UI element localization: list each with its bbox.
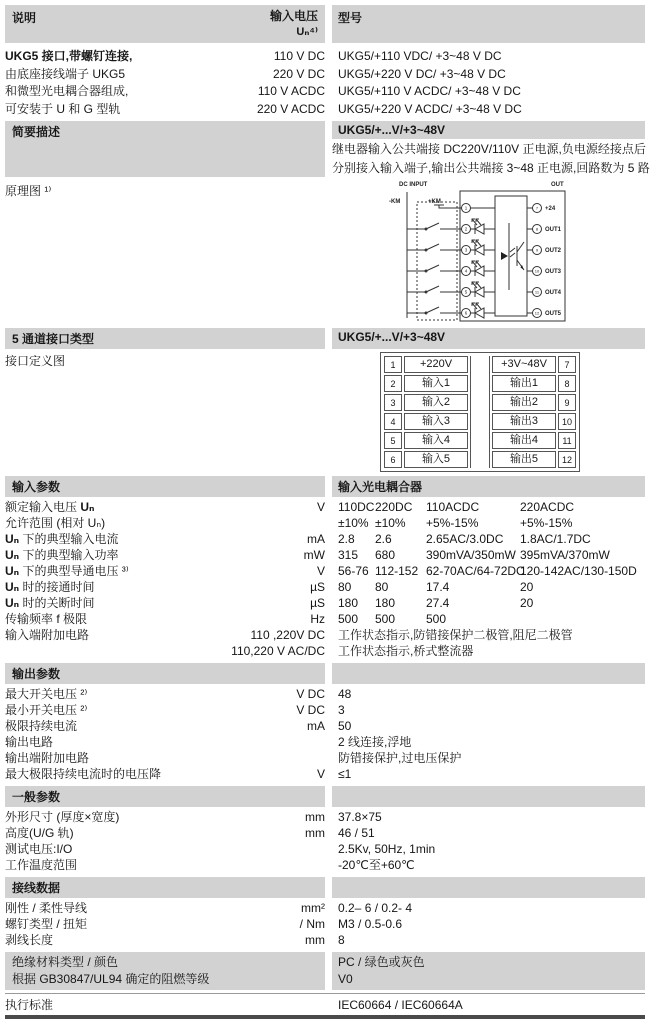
param-label: 高度(U/G 轨)	[5, 826, 74, 840]
pin-6: 6	[464, 310, 468, 316]
param-unit	[195, 750, 325, 766]
insulation-label-1: 绝缘材料类型 / 颜色	[12, 955, 119, 969]
insulation-value-1: PC / 绿色或灰色	[338, 955, 425, 969]
param-value: 0.2– 6 / 0.2- 4	[338, 901, 413, 915]
schematic-out-label: OUT	[551, 182, 564, 188]
param-label: Uₙ 时的关断时间	[5, 596, 95, 610]
input-param-row	[5, 515, 645, 531]
param-unit: mW	[303, 548, 325, 562]
pin-label-left: 输入4	[404, 432, 468, 449]
param-unit	[195, 734, 325, 750]
general-param-row	[5, 857, 645, 873]
param-value-3: 390mVA/350mW	[426, 548, 516, 562]
interface-table	[380, 352, 580, 472]
wiring-row	[5, 916, 645, 932]
param-value-1: 315	[338, 548, 359, 562]
param-value-4: 20	[520, 580, 534, 594]
brief-section	[5, 121, 650, 177]
model-row	[5, 48, 645, 66]
param-label: Uₙ 下的典型导通电压 ³⁾	[5, 564, 129, 578]
param-value: 防错接保护,过电压保护	[338, 751, 462, 765]
param-values	[332, 531, 645, 547]
param-unit: mA	[307, 719, 325, 733]
param-value-4: 120-142AC/130-150D	[520, 564, 637, 578]
pin-2: 2	[464, 226, 468, 232]
brief-model-header: UKG5/+...V/+3~48V	[332, 121, 645, 139]
pin-label-right: 输出5	[492, 451, 556, 468]
schematic-diagram	[387, 178, 627, 324]
output-params-band-right	[332, 663, 645, 684]
pin-label-right: 输出1	[492, 375, 556, 392]
param-label: 测试电压:I/O	[5, 842, 73, 856]
terminal-label-out1: OUT1	[545, 227, 562, 233]
terminal-label-plus24: +24	[545, 206, 556, 212]
param-label: 传输频率 f 极限	[5, 612, 88, 626]
pin-label-right: +3V~48V	[492, 356, 556, 373]
model-desc: 和微型光电耦合器组成,	[5, 84, 129, 98]
param-value-4: 20	[520, 596, 534, 610]
model-row	[5, 66, 645, 84]
output-params-title: 输出参数	[5, 663, 325, 684]
pin-number-left: 1	[384, 356, 402, 373]
param-value-1: 56-76	[338, 564, 369, 578]
wiring-title: 接线数据	[5, 877, 325, 898]
standard-value: IEC60664 / IEC60664A	[338, 998, 463, 1012]
param-value-4: 1.8AC/1.7DC	[520, 532, 591, 546]
param-value-2: 220DC	[375, 500, 413, 514]
wiring-row	[5, 900, 645, 916]
param-unit: mm	[305, 810, 325, 824]
output-param-row	[5, 702, 645, 718]
model-code: UKG5/+110 V ACDC/ +3~48 V DC	[338, 84, 521, 98]
output-param-row	[5, 734, 645, 750]
schematic-dc-input-label: DC INPUT	[399, 182, 428, 188]
input-params-subtitle: 输入光电耦合器	[332, 476, 645, 497]
pin-number-left: 2	[384, 375, 402, 392]
model-code: UKG5/+220 V DC/ +3~48 V DC	[338, 66, 506, 81]
param-label: 额定输入电压 Uₙ	[5, 500, 95, 514]
terminal-label-out5: OUT5	[545, 311, 562, 317]
param-value-2: ±10%	[375, 516, 406, 530]
param-values	[332, 579, 645, 595]
pin-number-left: 5	[384, 432, 402, 449]
output-param-row	[5, 766, 645, 782]
param-unit: V	[316, 767, 325, 781]
standard-label: 执行标准	[5, 998, 54, 1012]
pin-number-right: 12	[558, 451, 576, 468]
param-value: 50	[338, 719, 352, 733]
param-unit: µS	[310, 580, 325, 594]
terminal-label-out4: OUT4	[545, 290, 562, 296]
param-label: 螺钉类型 / 扭矩	[5, 917, 88, 931]
param-value-2: 2.6	[375, 532, 392, 546]
terminal-label-out3: OUT3	[545, 269, 562, 275]
param-label: 最小开关电压 ²⁾	[5, 703, 88, 717]
insulation-section	[5, 952, 645, 990]
pin-number-left: 6	[384, 451, 402, 468]
bottom-bar	[5, 1015, 645, 1019]
input-param-row	[5, 499, 645, 515]
model-voltage: 220 V DC	[272, 66, 325, 81]
param-label: 最大极限持续电流时的电压降	[5, 767, 162, 781]
model-desc: 可安装于 U 和 G 型轨	[5, 101, 121, 116]
param-value-1: ±10%	[338, 516, 369, 530]
param-value-4: +5%-15%	[520, 516, 573, 530]
param-label	[5, 643, 195, 659]
interface-title: 5 通道接口类型	[5, 328, 325, 349]
param-label: Uₙ 下的典型输入电流	[5, 532, 119, 546]
model-list	[5, 48, 645, 118]
pin-4: 4	[464, 268, 468, 274]
general-param-row	[5, 809, 645, 825]
param-label: 允许范围 (相对 Uₙ)	[5, 516, 106, 530]
terminal-label-out2: OUT2	[545, 248, 562, 254]
param-unit: mm	[305, 826, 325, 840]
param-unit: V DC	[296, 703, 325, 717]
wiring-row	[5, 932, 645, 948]
model-voltage: 220 V ACDC	[256, 101, 325, 116]
output-params-band	[5, 663, 645, 684]
param-label: Uₙ 下的典型输入功率	[5, 548, 119, 562]
param-value-1: 80	[338, 580, 352, 594]
param-values	[332, 611, 645, 627]
param-value-2: 680	[375, 548, 396, 562]
insulation-value-2: V0	[338, 972, 353, 986]
param-value-3: 2.65AC/3.0DC	[426, 532, 504, 546]
pin-label-right: 输出4	[492, 432, 556, 449]
param-values	[332, 499, 645, 515]
param-unit: µS	[310, 596, 325, 610]
param-label: 剥线长度	[5, 933, 54, 947]
input-circuit-row	[5, 643, 645, 659]
param-value: ≤1	[338, 767, 352, 781]
model-row	[5, 101, 645, 119]
input-param-row	[5, 563, 645, 579]
param-unit: V	[316, 564, 325, 578]
general-params-band-right	[332, 786, 645, 807]
param-value: 3	[338, 703, 345, 717]
col-desc-label: 说明	[12, 11, 37, 25]
pin-3: 3	[464, 247, 468, 253]
pin-1: 1	[464, 205, 468, 211]
input-param-row	[5, 611, 645, 627]
param-unit: / Nm	[299, 917, 325, 931]
pin-number-right: 10	[558, 413, 576, 430]
param-value-2: 180	[375, 596, 396, 610]
param-value-4	[520, 611, 645, 627]
output-param-row	[5, 750, 645, 766]
param-value: 2 线连接,浮地	[338, 735, 412, 749]
general-param-row	[5, 841, 645, 857]
param-value-2: 80	[375, 580, 389, 594]
pin-number-left: 3	[384, 394, 402, 411]
param-unit: mm²	[301, 901, 325, 915]
param-values	[332, 515, 645, 531]
param-unit	[195, 857, 325, 873]
param-value-3: 62-70AC/64-72DC	[426, 564, 525, 578]
output-param-row	[5, 686, 645, 702]
general-params-band	[5, 786, 645, 807]
general-params-title: 一般参数	[5, 786, 325, 807]
param-value-3: +5%-15%	[426, 516, 479, 530]
param-unit: 110 ,220V DC	[250, 628, 325, 642]
schematic-plus-km-label: +KM	[428, 199, 441, 205]
brief-text-line2: 分别接入输入端子,输出公共端接 3~48 正电源,回路数为 5 路	[332, 161, 650, 175]
pin-5: 5	[464, 289, 468, 295]
pin-8: 8	[535, 226, 539, 232]
model-row	[5, 83, 645, 101]
param-value-1: 500	[338, 612, 359, 626]
interface-model: UKG5/+...V/+3~48V	[332, 328, 645, 349]
model-voltage: 110 V ACDC	[257, 84, 325, 98]
param-unit	[195, 841, 325, 857]
optocoupler-symbol	[501, 223, 524, 290]
model-voltage: 110 V DC	[273, 49, 325, 63]
param-unit: Hz	[310, 612, 325, 626]
pin-label-right: 输出3	[492, 413, 556, 430]
param-value-4: 395mVA/370mW	[520, 548, 610, 562]
pin-12: 12	[534, 310, 540, 316]
param-value-3: 17.4	[426, 580, 450, 594]
brief-text-line1: 继电器输入公共端接 DC220V/110V 正电源,负电源经接点后	[332, 142, 646, 156]
header-left-band	[5, 5, 325, 43]
pin-label-left: 输入2	[404, 394, 468, 411]
standard-row	[5, 994, 645, 1013]
param-value-4: 220ACDC	[520, 500, 575, 514]
pin-number-left: 4	[384, 413, 402, 430]
interface-center-strip	[470, 356, 490, 468]
col-model-label: 型号	[332, 5, 645, 43]
param-value: 46 / 51	[338, 826, 375, 840]
param-label: 极限持续电流	[5, 719, 78, 733]
output-param-row	[5, 718, 645, 734]
param-value: 8	[338, 933, 345, 947]
param-label: 刚性 / 柔性导线	[5, 901, 88, 915]
input-param-row	[5, 531, 645, 547]
schematic-minus-km-label: -KM	[389, 199, 401, 205]
schematic-caption: 原理图 ¹⁾	[5, 184, 52, 198]
param-value-2: 112-152	[375, 564, 419, 578]
param-values	[332, 547, 645, 563]
param-label: Uₙ 时的接通时间	[5, 580, 95, 594]
insulation-label-2: 根据 GB30847/UL94 确定的阻燃等级	[12, 972, 210, 986]
param-value: 48	[338, 687, 352, 701]
param-label: 工作温度范围	[5, 858, 78, 872]
param-unit: 110,220 V AC/DC	[231, 644, 325, 658]
param-label: 最大开关电压 ²⁾	[5, 687, 88, 701]
pin-7: 7	[535, 205, 539, 211]
param-value-1: 2.8	[338, 532, 355, 546]
input-circuit-row	[5, 627, 645, 643]
param-value-3: 500	[426, 612, 447, 626]
model-desc: UKG5 接口,带螺钉连接,	[5, 49, 133, 63]
param-value-3: 110ACDC	[426, 500, 480, 514]
interface-band	[5, 328, 645, 349]
param-label: 输出端附加电路	[5, 751, 90, 765]
model-code: UKG5/+110 VDC/ +3~48 V DC	[338, 49, 502, 63]
pin-label-left: 输入1	[404, 375, 468, 392]
pin-9: 9	[535, 247, 539, 253]
param-value-3: 27.4	[426, 596, 450, 610]
param-unit: mA	[307, 532, 325, 546]
header-band	[5, 5, 645, 43]
param-label: 输出电路	[5, 735, 54, 749]
pin-10: 10	[534, 268, 540, 274]
brief-title: 简要描述	[5, 121, 325, 177]
pin-number-right: 11	[558, 432, 576, 449]
param-values	[332, 595, 645, 611]
pin-label-left: 输入5	[404, 451, 468, 468]
pin-label-right: 输出2	[492, 394, 556, 411]
pin-label-left: +220V	[404, 356, 468, 373]
interface-section	[5, 352, 645, 472]
interface-caption: 接口定义图	[5, 354, 66, 368]
model-code: UKG5/+220 V ACDC/ +3~48 V DC	[338, 101, 522, 116]
param-value: -20℃至+60℃	[338, 858, 415, 872]
param-values	[332, 563, 645, 579]
wiring-band	[5, 877, 645, 898]
input-params-band	[5, 476, 645, 497]
input-param-row	[5, 547, 645, 563]
pin-number-right: 9	[558, 394, 576, 411]
param-value-1: 110DC	[338, 500, 375, 514]
input-param-row	[5, 579, 645, 595]
param-value: 工作状态指示,桥式整流器	[338, 644, 474, 658]
col-voltage-symbol: Uₙ⁴⁾	[296, 26, 318, 38]
model-desc: 由底座接线端子 UKG5	[5, 66, 126, 81]
param-label: 外形尺寸 (厚度×宽度)	[5, 810, 120, 824]
general-param-row	[5, 825, 645, 841]
param-label: 输入端附加电路	[5, 628, 90, 642]
param-value: M3 / 0.5-0.6	[338, 917, 403, 931]
param-value-1: 180	[338, 596, 359, 610]
param-unit: mm	[305, 933, 325, 947]
wiring-band-right	[332, 877, 645, 898]
col-voltage-label: 输入电压 Uₙ⁴⁾	[269, 9, 318, 38]
pin-number-right: 8	[558, 375, 576, 392]
param-value: 2.5Kv, 50Hz, 1min	[338, 842, 436, 856]
schematic-section	[5, 178, 645, 324]
pin-number-right: 7	[558, 356, 576, 373]
param-unit: V DC	[296, 687, 325, 701]
param-unit: V	[316, 500, 325, 514]
param-value-2: 500	[375, 612, 396, 626]
input-params-title: 输入参数	[5, 476, 325, 497]
param-unit	[195, 515, 325, 531]
input-param-row	[5, 595, 645, 611]
param-value: 37.8×75	[338, 810, 382, 824]
pin-11: 11	[534, 289, 540, 295]
pin-label-left: 输入3	[404, 413, 468, 430]
param-value: 工作状态指示,防错接保护二极管,阻尼二极管	[338, 628, 573, 642]
